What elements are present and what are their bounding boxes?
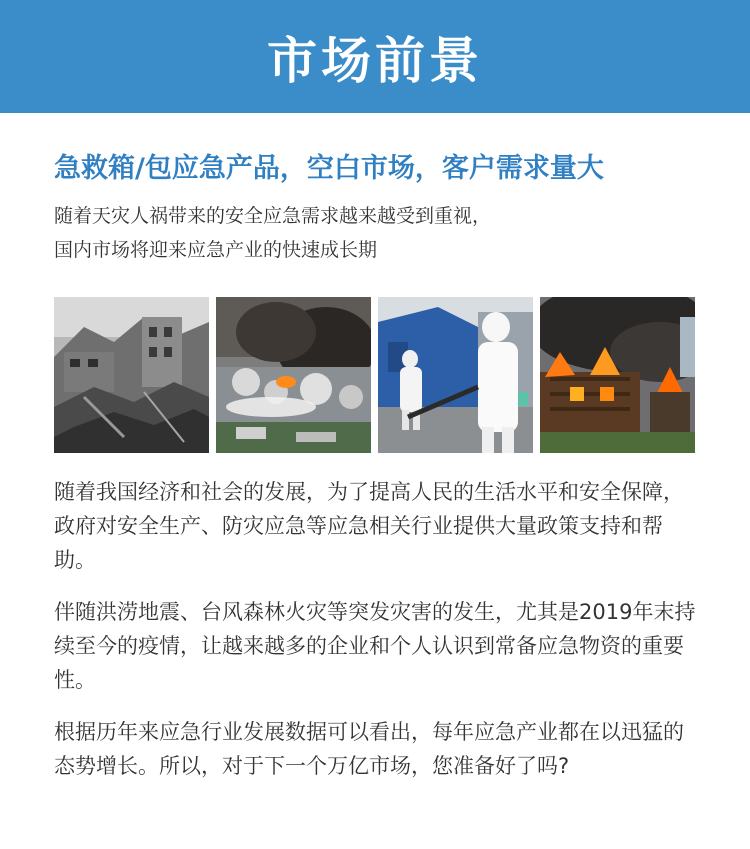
paragraph-policy: 随着我国经济和社会的发展，为了提高人民的生活水平和安全保障，政府对安全生产、防灾应急等应急相关行业提供大量政策支持和帮助。 — [54, 480, 684, 572]
disinfection-workers-photo — [378, 297, 533, 453]
intro-line: 国内市场将迎来应急产业的快速成长期 — [54, 239, 378, 261]
section-subtitle: 急救箱/包应急产品，空白市场，客户需求量大 — [54, 153, 604, 184]
paragraph-disasters: 伴随洪涝地震、台风森林火灾等突发灾害的发生，尤其是2019年末持续至今的疫情，让越来越多的企业和个人认识到常备应急物资的重要性。 — [54, 600, 696, 692]
intro-line: 随着天灾人祸带来的安全应急需求越来越受到重视， — [54, 205, 492, 227]
photo-strip — [54, 297, 696, 453]
intro-text — [54, 199, 696, 267]
paragraph-growth: 根据历年来应急行业发展数据可以看出，每年应急产业都在以迅猛的态势增长。所以，对于下一个万亿市场，您准备好了吗? — [54, 720, 684, 778]
house-fire-photo — [540, 297, 695, 453]
main-content — [0, 149, 750, 783]
page-title: 市场前景 — [267, 31, 483, 90]
collapsed-building-photo — [54, 297, 209, 453]
industrial-fire-photo — [216, 297, 371, 453]
header-banner — [0, 0, 750, 113]
